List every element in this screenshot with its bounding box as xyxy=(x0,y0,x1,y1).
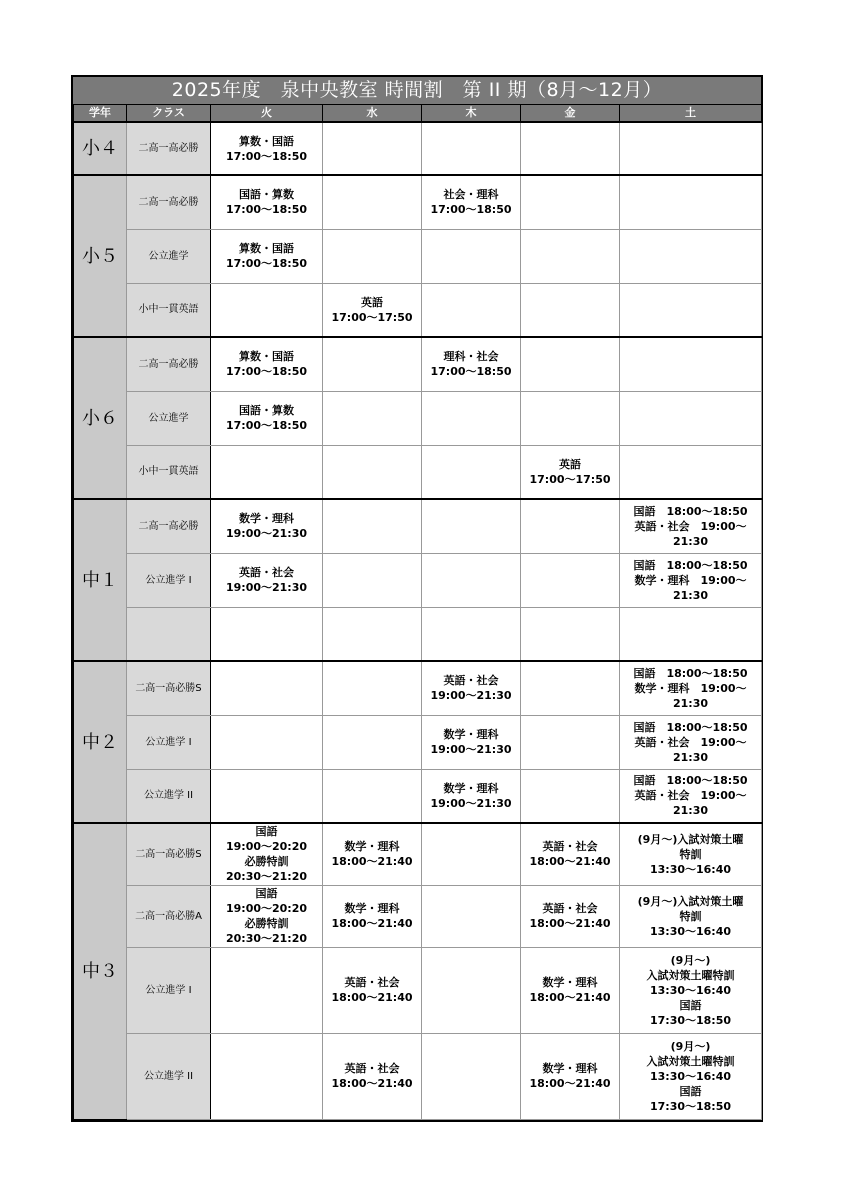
class-cell: 二高一高必勝 xyxy=(127,337,211,391)
schedule-cell-fri xyxy=(521,661,620,715)
schedule-line: 国語・算数 xyxy=(239,188,294,202)
schedule-line: 英語・社会 19:00～ xyxy=(634,735,747,749)
class-cell: 二高一高必勝A xyxy=(127,885,211,947)
schedule-line: 必勝特訓 xyxy=(244,855,289,869)
schedule-cell-sat xyxy=(620,175,762,229)
schedule-line: (9月～) xyxy=(670,953,711,967)
grade-cell: 小５ xyxy=(74,175,127,337)
schedule-line: 18:00～21:40 xyxy=(331,855,413,869)
schedule-cell-fri xyxy=(521,947,620,1033)
class-cell: 二高一高必勝 xyxy=(127,122,211,175)
schedule-cell-tue xyxy=(211,1033,323,1119)
table-row xyxy=(74,769,762,823)
schedule-cell-tue xyxy=(211,607,323,661)
table-row xyxy=(74,1033,762,1119)
schedule-line: 17:00～18:50 xyxy=(225,149,308,163)
schedule-line: 英語 xyxy=(361,295,383,309)
schedule-cell-wed xyxy=(323,769,422,823)
header-row xyxy=(74,105,762,122)
schedule-line: 17:30～18:50 xyxy=(649,1099,732,1113)
schedule-line: 18:00～21:40 xyxy=(331,1077,413,1090)
class-cell: 公立進学 xyxy=(127,229,211,283)
timetable-body xyxy=(74,122,762,1119)
schedule-line: 英語 xyxy=(559,457,581,471)
class-cell: 二高一高必勝 xyxy=(127,499,211,553)
class-cell: 二高一高必勝S xyxy=(127,661,211,715)
timetable-sheet xyxy=(71,75,763,1122)
page-title: 2025年度 泉中央教室 時間割 第 II 期（8月～12月） xyxy=(73,77,761,105)
schedule-cell-thu xyxy=(422,337,521,391)
schedule-line: 英語・社会 xyxy=(443,674,499,688)
schedule-cell-thu xyxy=(422,1033,521,1119)
schedule-cell-sat xyxy=(620,661,762,715)
grade-cell: 小４ xyxy=(74,122,127,175)
schedule-line: 20:30～21:20 xyxy=(225,870,308,884)
schedule-line: 17:00～18:50 xyxy=(225,203,308,217)
schedule-cell-tue xyxy=(211,823,323,885)
schedule-line: 英語・社会 19:00～ xyxy=(634,519,747,533)
schedule-line: 数学・理科 xyxy=(344,840,400,854)
schedule-cell-tue xyxy=(211,885,323,947)
schedule-line: 数学・理科 xyxy=(239,512,294,526)
table-row xyxy=(74,175,762,229)
schedule-line: 国語 xyxy=(679,998,702,1012)
schedule-line: 17:00～17:50 xyxy=(529,472,611,486)
schedule-cell-fri xyxy=(521,553,620,607)
schedule-line: 13:30～16:40 xyxy=(649,1069,732,1083)
schedule-cell-thu xyxy=(422,823,521,885)
schedule-line: 英語・社会 xyxy=(344,1062,400,1075)
schedule-line: 19:00～20:20 xyxy=(225,902,308,915)
schedule-line: 国語 18:00～18:50 xyxy=(633,558,748,572)
schedule-cell-wed xyxy=(323,661,422,715)
table-row xyxy=(74,499,762,553)
schedule-cell-thu xyxy=(422,769,521,823)
schedule-cell-sat xyxy=(620,885,762,947)
schedule-cell-thu xyxy=(422,661,521,715)
table-row xyxy=(74,553,762,607)
schedule-cell-thu xyxy=(422,885,521,947)
schedule-cell-tue xyxy=(211,283,323,337)
table-row xyxy=(74,885,762,947)
schedule-line: 17:30～18:50 xyxy=(649,1013,732,1027)
schedule-line: 数学・理科 xyxy=(344,902,400,915)
schedule-cell-tue xyxy=(211,499,323,553)
table-row xyxy=(74,661,762,715)
schedule-line: 入試対策土曜特訓 xyxy=(646,968,735,982)
schedule-line: 英語・社会 19:00～ xyxy=(634,789,747,803)
schedule-line: 英語・社会 xyxy=(542,840,598,854)
schedule-line: 13:30～16:40 xyxy=(649,924,732,938)
header-fri: 金 xyxy=(521,105,620,122)
schedule-line: (9月～)入試対策土曜 xyxy=(637,832,744,846)
schedule-cell-fri xyxy=(521,499,620,553)
schedule-line: 19:00～21:30 xyxy=(430,796,512,810)
schedule-cell-thu xyxy=(422,283,521,337)
schedule-cell-fri xyxy=(521,229,620,283)
schedule-line: 17:00～18:50 xyxy=(430,203,512,217)
schedule-cell-thu xyxy=(422,391,521,445)
schedule-cell-fri xyxy=(521,445,620,499)
schedule-line: 国語・算数 xyxy=(239,404,294,417)
schedule-cell-tue xyxy=(211,769,323,823)
schedule-line: 国語 xyxy=(255,887,278,900)
schedule-cell-wed xyxy=(323,122,422,175)
schedule-cell-wed xyxy=(323,337,422,391)
schedule-cell-thu xyxy=(422,607,521,661)
table-row xyxy=(74,947,762,1033)
schedule-line: 算数・国語 xyxy=(239,134,294,148)
schedule-line: 国語 18:00～18:50 xyxy=(633,774,748,788)
schedule-line: 算数・国語 xyxy=(239,350,294,364)
header-class: クラス xyxy=(127,105,211,122)
schedule-cell-thu xyxy=(422,122,521,175)
schedule-cell-fri xyxy=(521,337,620,391)
schedule-line: 18:00～21:40 xyxy=(529,1077,611,1090)
schedule-cell-tue xyxy=(211,553,323,607)
schedule-cell-wed xyxy=(323,175,422,229)
schedule-line: 19:00～21:30 xyxy=(225,527,308,541)
class-cell: 公立進学 I xyxy=(127,553,211,607)
grade-cell: 中２ xyxy=(74,661,127,823)
schedule-line: 17:00～18:50 xyxy=(225,365,308,379)
schedule-line: 19:00～21:30 xyxy=(430,689,512,703)
table-row xyxy=(74,445,762,499)
schedule-cell-fri xyxy=(521,885,620,947)
class-cell: 公立進学 xyxy=(127,391,211,445)
schedule-line: 国語 18:00～18:50 xyxy=(633,720,748,734)
schedule-line: 社会・理科 xyxy=(443,188,499,202)
schedule-cell-fri xyxy=(521,823,620,885)
schedule-cell-sat xyxy=(620,947,762,1033)
schedule-line: 特訓 xyxy=(679,847,702,861)
header-thu: 木 xyxy=(422,105,521,122)
schedule-line: 数学・理科 xyxy=(443,781,499,795)
schedule-cell-wed xyxy=(323,553,422,607)
schedule-line: 21:30 xyxy=(672,750,708,764)
schedule-cell-tue xyxy=(211,391,323,445)
schedule-cell-sat xyxy=(620,607,762,661)
schedule-line: 数学・理科 19:00～ xyxy=(634,573,747,587)
class-cell: 公立進学 II xyxy=(127,1033,211,1119)
schedule-cell-wed xyxy=(323,229,422,283)
schedule-line: 数学・理科 xyxy=(542,976,598,989)
schedule-line: 17:00～18:50 xyxy=(225,419,308,432)
schedule-line: 18:00～21:40 xyxy=(331,917,413,930)
schedule-cell-tue xyxy=(211,947,323,1033)
table-row xyxy=(74,391,762,445)
table-row xyxy=(74,823,762,885)
table-row xyxy=(74,283,762,337)
schedule-cell-fri xyxy=(521,715,620,769)
schedule-cell-thu xyxy=(422,175,521,229)
schedule-cell-thu xyxy=(422,553,521,607)
schedule-cell-sat xyxy=(620,553,762,607)
schedule-cell-fri xyxy=(521,175,620,229)
schedule-line: (9月～) xyxy=(670,1039,711,1053)
schedule-cell-tue xyxy=(211,445,323,499)
schedule-line: 19:00～20:20 xyxy=(225,840,308,854)
schedule-line: 13:30～16:40 xyxy=(649,862,732,876)
schedule-cell-thu xyxy=(422,445,521,499)
schedule-line: 17:00～18:50 xyxy=(225,257,308,270)
schedule-line: 理科・社会 xyxy=(443,350,499,364)
header-tue: 火 xyxy=(211,105,323,122)
class-cell: 公立進学 II xyxy=(127,769,211,823)
schedule-cell-fri xyxy=(521,391,620,445)
schedule-cell-sat xyxy=(620,823,762,885)
schedule-cell-sat xyxy=(620,769,762,823)
schedule-cell-wed xyxy=(323,947,422,1033)
table-row xyxy=(74,607,762,661)
timetable-grid xyxy=(73,105,762,1120)
schedule-line: 必勝特訓 xyxy=(244,917,289,930)
schedule-line: (9月～)入試対策土曜 xyxy=(637,894,744,908)
schedule-cell-fri xyxy=(521,283,620,337)
schedule-cell-sat xyxy=(620,229,762,283)
header-grade: 学年 xyxy=(74,105,127,122)
schedule-cell-fri xyxy=(521,122,620,175)
schedule-cell-tue xyxy=(211,229,323,283)
schedule-line: 国語 18:00～18:50 xyxy=(633,666,748,680)
schedule-line: 13:30～16:40 xyxy=(649,983,732,997)
schedule-cell-fri xyxy=(521,769,620,823)
schedule-cell-sat xyxy=(620,445,762,499)
schedule-cell-sat xyxy=(620,391,762,445)
class-cell xyxy=(127,607,211,661)
schedule-cell-thu xyxy=(422,715,521,769)
grade-cell: 中１ xyxy=(74,499,127,661)
grade-cell: 中３ xyxy=(74,823,127,1119)
schedule-cell-sat xyxy=(620,122,762,175)
schedule-cell-wed xyxy=(323,499,422,553)
schedule-line: 英語・社会 xyxy=(344,976,400,989)
schedule-cell-tue xyxy=(211,337,323,391)
schedule-line: 英語・社会 xyxy=(239,566,294,579)
schedule-line: 国語 xyxy=(679,1084,702,1098)
schedule-line: 19:00～21:30 xyxy=(225,581,308,594)
schedule-cell-sat xyxy=(620,499,762,553)
class-cell: 二高一高必勝S xyxy=(127,823,211,885)
class-cell: 公立進学 I xyxy=(127,947,211,1033)
schedule-cell-wed xyxy=(323,445,422,499)
schedule-line: 19:00～21:30 xyxy=(430,743,512,756)
schedule-cell-sat xyxy=(620,715,762,769)
schedule-cell-tue xyxy=(211,661,323,715)
schedule-cell-thu xyxy=(422,947,521,1033)
schedule-line: 17:00～18:50 xyxy=(430,365,512,379)
schedule-line: 21:30 xyxy=(672,804,708,818)
grade-cell: 小６ xyxy=(74,337,127,499)
schedule-line: 特訓 xyxy=(679,909,702,923)
schedule-cell-wed xyxy=(323,823,422,885)
schedule-cell-tue xyxy=(211,715,323,769)
schedule-cell-wed xyxy=(323,607,422,661)
schedule-line: 18:00～21:40 xyxy=(529,917,611,930)
schedule-cell-tue xyxy=(211,175,323,229)
schedule-line: 数学・理科 19:00～ xyxy=(634,681,747,695)
table-row xyxy=(74,337,762,391)
schedule-cell-tue xyxy=(211,122,323,175)
schedule-cell-wed xyxy=(323,391,422,445)
class-cell: 小中一貫英語 xyxy=(127,445,211,499)
table-row xyxy=(74,122,762,175)
schedule-line: 18:00～21:40 xyxy=(529,855,611,869)
schedule-line: 18:00～21:40 xyxy=(529,991,611,1004)
schedule-line: 21:30 xyxy=(672,534,708,548)
table-row xyxy=(74,229,762,283)
schedule-cell-wed xyxy=(323,715,422,769)
schedule-cell-sat xyxy=(620,337,762,391)
schedule-cell-thu xyxy=(422,229,521,283)
schedule-line: 国語 18:00～18:50 xyxy=(633,504,748,518)
schedule-line: 18:00～21:40 xyxy=(331,991,413,1004)
class-cell: 公立進学 I xyxy=(127,715,211,769)
schedule-line: 20:30～21:20 xyxy=(225,932,308,945)
class-cell: 小中一貫英語 xyxy=(127,283,211,337)
header-wed: 水 xyxy=(323,105,422,122)
schedule-line: 入試対策土曜特訓 xyxy=(646,1054,735,1068)
schedule-line: 17:00～17:50 xyxy=(331,310,413,324)
schedule-cell-thu xyxy=(422,499,521,553)
header-sat: 土 xyxy=(620,105,762,122)
table-row xyxy=(74,715,762,769)
schedule-cell-wed xyxy=(323,283,422,337)
schedule-cell-sat xyxy=(620,283,762,337)
schedule-line: 21:30 xyxy=(672,696,708,710)
schedule-cell-fri xyxy=(521,607,620,661)
class-cell: 二高一高必勝 xyxy=(127,175,211,229)
schedule-cell-wed xyxy=(323,1033,422,1119)
schedule-line: 21:30 xyxy=(672,588,708,602)
schedule-line: 国語 xyxy=(255,825,278,839)
schedule-line: 算数・国語 xyxy=(239,242,294,255)
schedule-cell-fri xyxy=(521,1033,620,1119)
schedule-line: 英語・社会 xyxy=(542,902,598,915)
schedule-line: 数学・理科 xyxy=(542,1062,598,1075)
schedule-line: 数学・理科 xyxy=(443,728,499,741)
schedule-cell-wed xyxy=(323,885,422,947)
schedule-cell-sat xyxy=(620,1033,762,1119)
